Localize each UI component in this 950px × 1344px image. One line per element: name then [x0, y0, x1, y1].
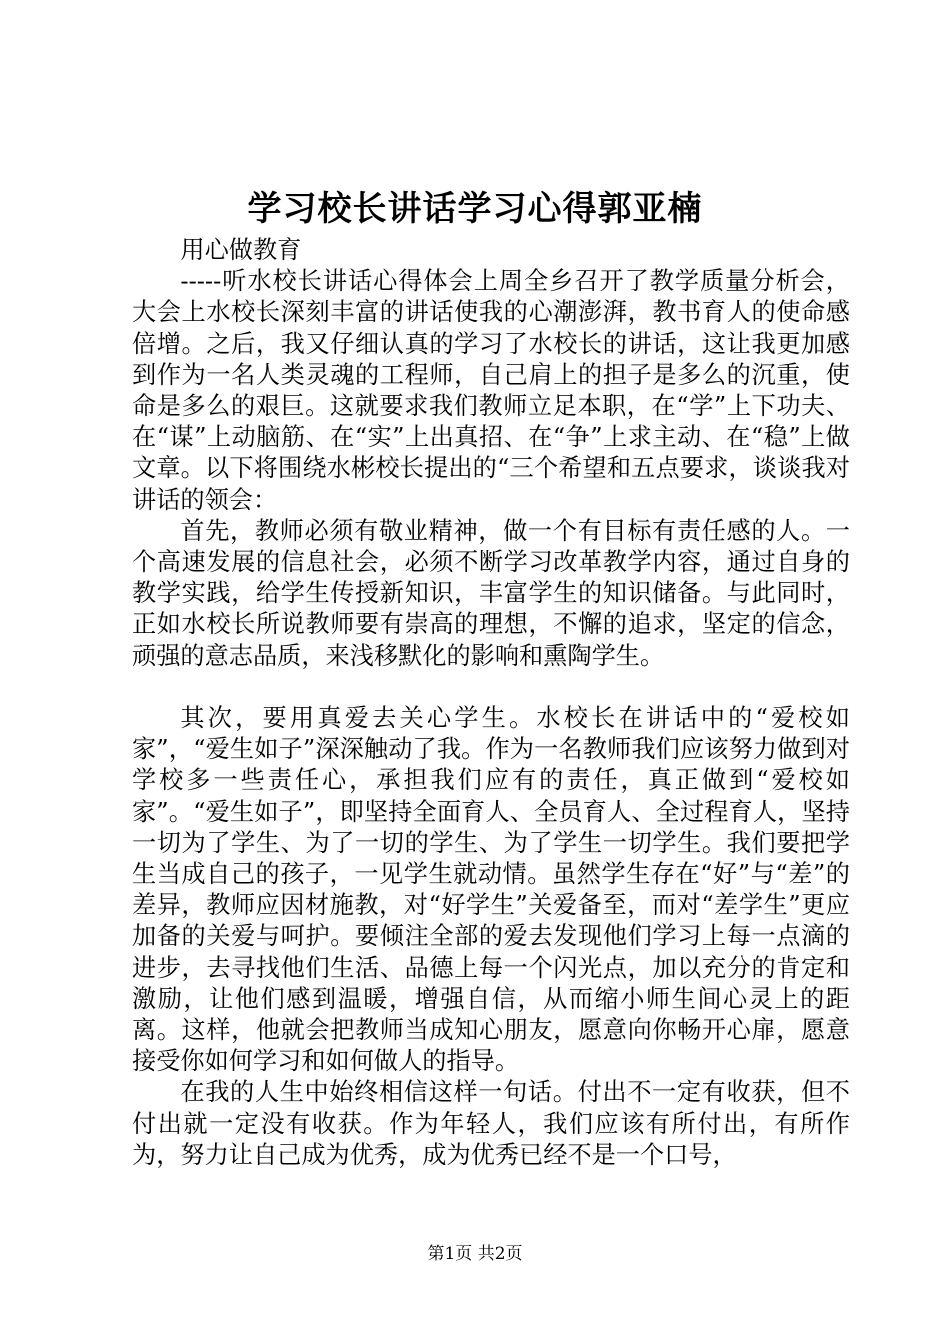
paragraph-closing: 在我的人生中始终相信这样一句话。付出不一定有收获，但不付出就一定没有收获。作为年轻人，我们应该有所付出，有所作为，努力让自己成为优秀，成为优秀已经不是一个口号， [132, 1078, 850, 1169]
subtitle: 用心做教育 [180, 236, 302, 264]
paragraph-first-point: 首先，教师必须有敬业精神，做一个有目标有责任感的人。一个高速发展的信息社会，必须不断学习改革教学内容，通过自身的教学实践，给学生传授新知识，丰富学生的知识储备。与此同时，正如水校长所说教师要有崇高的理想，不懈的追求，坚定的信念，顽强的意志品质，来浅移默化的影响和熏陶学生。 [132, 516, 850, 670]
document-title: 学习校长讲话学习心得郭亚楠 [247, 189, 703, 229]
document-body [132, 235, 850, 1171]
paragraph-spacer [132, 672, 850, 703]
paragraph-intro: -----听水校长讲话心得体会上周全乡召开了教学质量分析会，大会上水校长深刻丰富的讲话使我的心潮澎湃，教书育人的使命感倍增。之后，我又仔细认真的学习了水校长的讲话，这让我更加感到作为一名人类灵魂的工程师，自己肩上的担子是多么的沉重，使命是多么的艰巨。这就要求我们教师立足本职，在“学”上下功夫、在“谋”上动脑筋、在“实”上出真招、在“争”上求主动、在“稳”上做文章。以下将围绕水彬校长提出的“三个希望和五点要求，谈谈我对讲话的领会： [132, 267, 850, 514]
paragraph-second-point: 其次，要用真爱去关心学生。水校长在讲话中的“爱校如家”，“爱生如子”深深触动了我。作为一名教师我们应该努力做到对学校多一些责任心，承担我们应有的责任，真正做到“爱校如家”。“爱生如子”，即坚持全面育人、全员育人、全过程育人，坚持一切为了学生、为了一切的学生、为了学生一切学生。我们要把学生当成自己的孩子，一见学生就动情。虽然学生存在“好”与“差”的差异，教师应因材施教，对“好学生”关爱备至，而对“差学生”更应加备的关爱与呵护。要倾注全部的爱去发现他们学习上每一点滴的进步，去寻找他们生活、品德上每一个闪光点，加以充分的肯定和激励，让他们感到温暖，增强自信，从而缩小师生间心灵上的距离。这样，他就会把教师当成知心朋友，愿意向你畅开心扉，愿意接受你如何学习和如何做人的指导。 [132, 704, 850, 1076]
page-number: 第1页 共2页 [427, 1244, 523, 1264]
